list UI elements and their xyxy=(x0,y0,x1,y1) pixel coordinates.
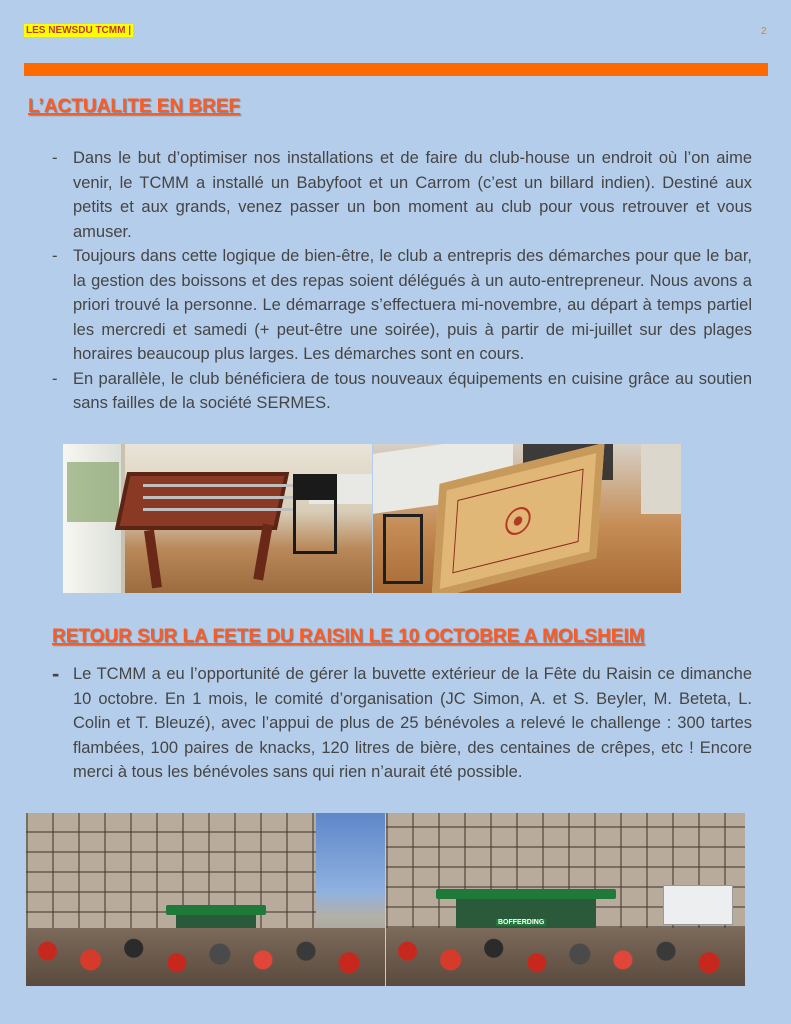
fete-photo-right xyxy=(386,813,745,986)
bullet-dash: - xyxy=(52,661,60,686)
orange-divider xyxy=(24,63,768,76)
babyfoot-rod-image xyxy=(143,484,293,487)
carrom-photo xyxy=(373,444,681,593)
list-item xyxy=(52,662,752,785)
babyfoot-leg-image xyxy=(253,524,273,581)
babyfoot-leg-image xyxy=(144,530,162,589)
tent-roof-image xyxy=(436,889,616,899)
babyfoot-rod-image xyxy=(143,508,293,511)
bullet-text: En parallèle, le club bénéficiera de tous nouveaux équipements en cuisine grâce au soutien sans failles de la société SERMES. xyxy=(73,369,752,412)
bullet-dash: - xyxy=(52,149,58,167)
fete-photo-left xyxy=(26,813,385,986)
bullet-dash: - xyxy=(52,247,58,265)
bullet-text: Le TCMM a eu l’opportunité de gérer la buvette extérieur de la Fête du Raisin ce dimanche 10 octobre. En 1 mois, le comité d’organisation (JC Simon, A. et S. Beyler, M. Beteta, L. Colin et T. Bleuzé), avec l’appui de plus de 25 bénévoles a relevé le challenge : 300 tartes flambées, 100 paires de knacks, 120 litres de bière, des centaines de crêpes, etc ! Encore merci à tous les bénévoles sans qui rien n’aurait été possible. xyxy=(73,665,752,781)
garden-image xyxy=(67,462,119,522)
tent-roof-image xyxy=(166,905,266,915)
scaffolding-image xyxy=(26,813,316,933)
crowd-image xyxy=(26,928,385,986)
babyfoot-photo xyxy=(63,444,372,593)
pillar-image xyxy=(641,444,681,514)
babyfoot-table-image xyxy=(115,472,289,530)
babyfoot-rod-image xyxy=(143,496,293,499)
header-tag: LES NEWSDU TCMM | xyxy=(26,25,132,36)
truck-image xyxy=(663,885,733,925)
tent-sign-text: BOFFERDING xyxy=(498,919,545,926)
fete-bullet-list xyxy=(52,662,752,785)
bullet-text: Toujours dans cette logique de bien-être, le club a entrepris des démarches pour que le bar, la gestion des boissons et des repas soient délégués à un auto-entrepreneur. Nous avons a priori trouvé la personne. Le démarrage s’effectuera mi-novembre, au départ à temps partiel les mercredi et samedi (+ peut-être une soirée), puis à partir de mi-juillet sur des plages horaires beaucoup plus larges. Les démarches sont en cours. xyxy=(73,247,752,363)
actualite-bullet-list xyxy=(52,146,752,416)
page-number: 2 xyxy=(761,26,767,37)
crowd-image xyxy=(386,928,745,986)
section-title-actualite: L’ACTUALITE EN BREF xyxy=(28,96,241,117)
section-title-fete-raisin: RETOUR SUR LA FETE DU RAISIN LE 10 OCTOBRE A MOLSHEIM xyxy=(52,626,645,647)
bullet-dash: - xyxy=(52,369,58,388)
bullet-text: Dans le but d’optimiser nos installations et de faire du club-house un endroit où l’on aime venir, le TCMM a installé un Babyfoot et un Carrom (c’est un billard indien). Destiné aux petits et aux grands, venez passer un bon moment au club pour vous retrouver et vous amuser. xyxy=(73,149,752,241)
list-item xyxy=(52,367,752,416)
chair-image xyxy=(383,514,423,584)
list-item xyxy=(52,146,752,244)
chair-image xyxy=(293,474,337,554)
list-item xyxy=(52,244,752,367)
